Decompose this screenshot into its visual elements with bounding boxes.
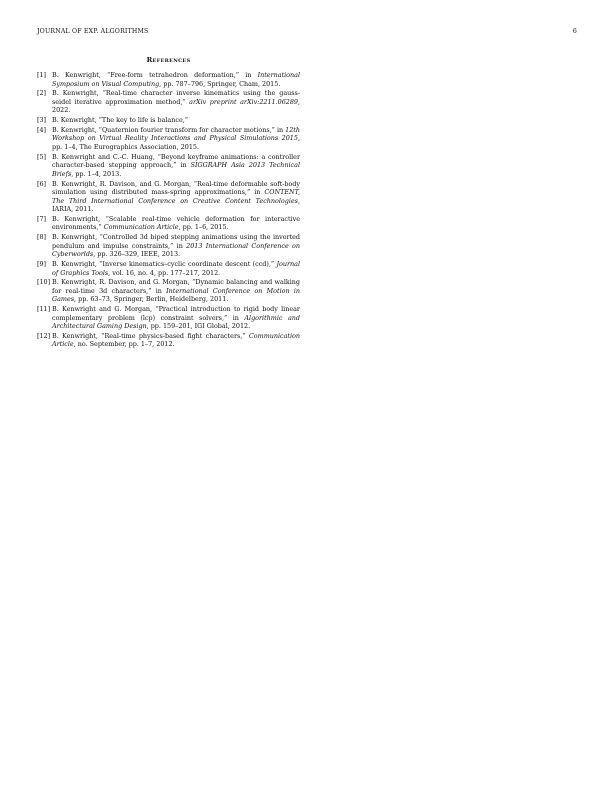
reference-number: [9] xyxy=(37,259,47,268)
reference-details: , no. September, pp. 1–7, 2012. xyxy=(73,340,175,349)
reference-number: [3] xyxy=(37,116,47,125)
references-section xyxy=(37,56,300,350)
reference-text: B. Kenwright, “Real-time character inverse kinematics using the gauss-seidel iterative approximation method,” xyxy=(52,89,300,106)
reference-item xyxy=(37,180,300,214)
reference-number: [5] xyxy=(37,152,47,161)
reference-venue: CONTENT, The Third International Conference on Creative Content Technologies xyxy=(52,188,300,205)
reference-details: , pp. 63–73, Springer, Berlin, Heidelberg, 2011. xyxy=(74,295,229,304)
reference-number: [2] xyxy=(37,89,47,98)
reference-details: , pp. 787–796, Springer, Cham, 2015. xyxy=(159,79,281,88)
reference-number: [1] xyxy=(37,71,47,79)
reference-item xyxy=(37,233,300,259)
reference-text: B. Kenwright, “Real-time physics-based fight characters,” xyxy=(52,331,249,340)
reference-item xyxy=(37,332,300,349)
reference-text: B. Kenwright and C.-C. Huang, “Beyond keyframe animations: a controller character-based stepping approach,” in xyxy=(52,152,300,170)
reference-item xyxy=(37,153,300,179)
reference-text: B. Kenwright, “Quaternion fourier transform for character motions,” in xyxy=(52,125,286,134)
reference-venue: Communication Article xyxy=(103,223,179,232)
reference-text: B. Kenwright, “Inverse kinematics–cyclic coordinate descent (ccd),” xyxy=(52,259,277,268)
reference-item xyxy=(37,126,300,152)
reference-item xyxy=(37,89,300,115)
reference-venue: Algorithmic and Architectural Gaming Design xyxy=(52,313,300,331)
reference-text: B. Kenwright, “Scalable real-time vehicle deformation for interactive environments,” xyxy=(52,214,300,232)
reference-venue: International Conference on Motion in Games xyxy=(52,286,300,304)
reference-venue: Communication Article xyxy=(52,331,300,349)
reference-venue: arXiv preprint arXiv:2211.06289 xyxy=(189,97,298,106)
reference-venue: 12th Workshop on Virtual Reality Interactions and Physical Simulations 2015 xyxy=(52,125,300,143)
reference-list xyxy=(37,71,300,349)
reference-number: [7] xyxy=(37,214,47,223)
reference-text: B. Kenwright, “Free-form tetrahedron deformation,” in xyxy=(52,71,258,79)
reference-number: [10] xyxy=(37,278,51,287)
reference-details: , 2022. xyxy=(52,97,300,115)
reference-item xyxy=(37,116,300,125)
reference-number: [11] xyxy=(37,305,51,314)
reference-text: B. Kenwright, “The key to life is balance,” xyxy=(52,116,189,125)
reference-item xyxy=(37,278,300,304)
references-heading: References xyxy=(146,56,191,64)
reference-venue: 2013 International Conference on Cyberworlds xyxy=(52,241,300,259)
reference-venue: International Symposium on Visual Computing xyxy=(52,71,300,88)
reference-item xyxy=(37,215,300,232)
page-header xyxy=(37,28,577,38)
reference-item xyxy=(37,260,300,277)
reference-details: , pp. 1–6, 2015. xyxy=(178,223,229,232)
reference-details: , pp. 1–4, The Eurographics Association, 2015. xyxy=(52,134,300,151)
reference-details: , IARIA, 2011. xyxy=(52,196,300,214)
journal-running-head: JOURNAL OF EXP. ALGORITHMS xyxy=(37,28,149,35)
reference-details: , pp. 1–4, 2013. xyxy=(71,169,122,178)
reference-details: , pp. 326–329, IEEE, 2013. xyxy=(93,250,181,259)
reference-number: [6] xyxy=(37,179,47,188)
reference-text: B. Kenwright, “Controlled 3d biped stepping animations using the inverted pendulum and impulse constraints,” in xyxy=(52,233,300,250)
reference-text: B. Kenwright, R. Davison, and G. Morgan, “Dynamic balancing and walking for real-time 3d characters,” in xyxy=(52,278,300,295)
reference-number: [4] xyxy=(37,125,47,134)
reference-item xyxy=(37,71,300,88)
page-number: 6 xyxy=(572,28,577,35)
reference-details: , pp. 159–201, IGI Global, 2012. xyxy=(146,322,251,331)
reference-text: B. Kenwright and G. Morgan, “Practical introduction to rigid body linear complementary problem (lcp) constraint solvers,” in xyxy=(52,305,300,322)
reference-number: [12] xyxy=(37,331,51,340)
reference-number: [8] xyxy=(37,233,47,242)
reference-venue: SIGGRAPH Asia 2013 Technical Briefs xyxy=(52,161,300,178)
reference-details: , vol. 16, no. 4, pp. 177–217, 2012. xyxy=(108,268,221,277)
reference-venue: Journal of Graphics Tools xyxy=(52,259,300,277)
reference-text: B. Kenwright, R. Davison, and G. Morgan, “Real-time deformable soft-body simulation using distributed mass-spring approximations,” in xyxy=(52,179,300,197)
reference-item xyxy=(37,305,300,331)
